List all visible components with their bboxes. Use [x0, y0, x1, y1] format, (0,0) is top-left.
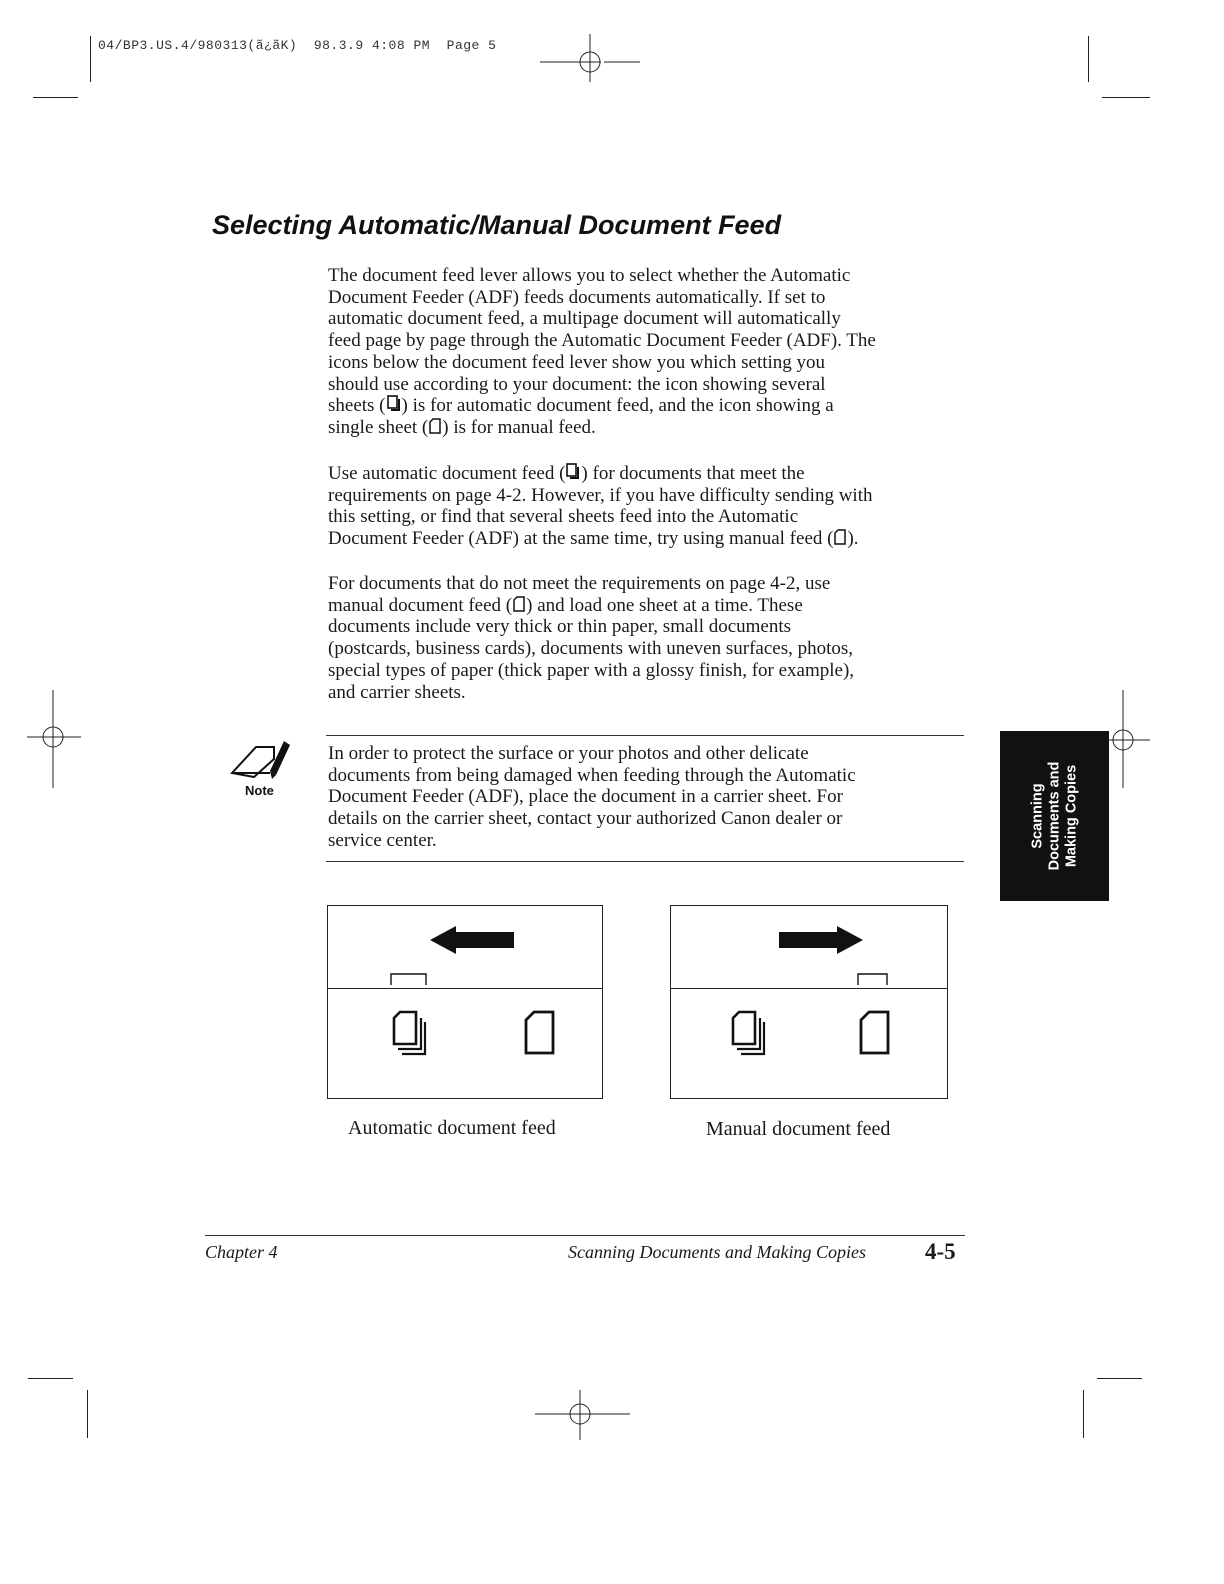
- diagram-divider: [671, 988, 947, 989]
- auto-feed-diagram: [327, 905, 603, 1099]
- note-bottom-rule: [326, 861, 964, 862]
- note-text: [328, 743, 968, 852]
- note-line: Document Feeder (ADF), place the document in a carrier sheet. For: [328, 786, 843, 808]
- registration-mark-icon: [535, 34, 645, 84]
- paragraph-line: (postcards, business cards), documents with uneven surfaces, photos,: [328, 638, 854, 660]
- crop-mark: [28, 1378, 73, 1379]
- paragraph-line: feed page by page through the Automatic Document Feeder (ADF). The: [328, 330, 876, 352]
- single-sheet-icon: [834, 529, 846, 546]
- auto-feed-caption: Automatic document feed: [348, 1117, 556, 1139]
- paragraph-2: [328, 463, 968, 550]
- crop-mark: [1083, 1390, 1084, 1438]
- footer-title: Scanning Documents and Making Copies: [568, 1242, 866, 1262]
- text-fragment: ) and load one sheet at a time. These: [526, 594, 803, 616]
- note-line: details on the carrier sheet, contact your authorized Canon dealer or: [328, 808, 843, 830]
- text-fragment: ) is for automatic document feed, and the icon showing a: [401, 395, 834, 417]
- multi-sheet-icon: [731, 1010, 767, 1060]
- footer-rule: [205, 1235, 965, 1236]
- pencil-note-icon: [226, 733, 296, 783]
- paragraph-3: [328, 573, 968, 703]
- text-fragment: single sheet (: [328, 416, 429, 438]
- chapter-side-tab: [1000, 731, 1109, 901]
- note-top-rule: [326, 735, 964, 736]
- text-fragment: sheets (: [328, 395, 386, 417]
- page-number: 4-5: [925, 1239, 956, 1264]
- paragraph-line: documents include very thick or thin paper, small documents: [328, 616, 792, 638]
- side-tab-line: Scanning: [1029, 783, 1045, 849]
- side-tab-line: Making Copies: [1063, 764, 1079, 868]
- paragraph-line: The document feed lever allows you to select whether the Automatic: [328, 265, 851, 286]
- crop-mark: [1102, 97, 1150, 98]
- note-label: Note: [245, 783, 274, 798]
- section-title: Selecting Automatic/Manual Document Feed: [212, 210, 782, 240]
- paragraph-line: [328, 463, 968, 485]
- paragraph-line: [328, 417, 968, 439]
- paragraph-line: icons below the document feed lever show you which setting you: [328, 351, 826, 373]
- multi-sheet-icon: [392, 1010, 428, 1060]
- diagram-divider: [328, 988, 602, 989]
- text-fragment: ) for documents that meet the: [581, 463, 805, 484]
- arrow-right-icon: [777, 924, 863, 958]
- paragraph-line: [328, 395, 968, 417]
- paragraph-line: and carrier sheets.: [328, 681, 466, 703]
- paragraph-line: should use according to your document: the icon showing several: [328, 373, 826, 395]
- single-sheet-icon: [513, 596, 525, 613]
- paragraph-line: this setting, or find that several sheets feed into the Automatic: [328, 506, 799, 528]
- print-slug: 04/BP3.US.4/980313(ã¿ãK) 98.3.9 4:08 PM Page 5: [98, 38, 497, 53]
- paragraph-line: [328, 595, 968, 617]
- paragraph-1: [328, 265, 968, 439]
- crop-mark: [1097, 1378, 1142, 1379]
- lever-indicator-icon: [857, 972, 899, 986]
- paragraph-line: special types of paper (thick paper with a glossy finish, for example),: [328, 659, 855, 681]
- crop-mark: [90, 36, 91, 82]
- text-fragment: ) is for manual feed.: [442, 416, 596, 438]
- single-sheet-icon: [524, 1010, 556, 1056]
- paragraph-line: Document Feeder (ADF) feeds documents automatically. If set to: [328, 286, 826, 308]
- text-fragment: Document Feeder (ADF) at the same time, try using manual feed (: [328, 528, 834, 550]
- crop-mark: [87, 1390, 88, 1438]
- multi-sheet-icon: [387, 395, 401, 413]
- manual-feed-caption: Manual document feed: [706, 1118, 891, 1140]
- registration-mark-icon: [530, 1390, 640, 1442]
- paragraph-line: [328, 528, 968, 550]
- footer-chapter: Chapter 4: [205, 1242, 278, 1262]
- text-fragment: manual document feed (: [328, 594, 513, 616]
- text-fragment: ).: [847, 528, 859, 550]
- manual-feed-diagram: [670, 905, 948, 1099]
- multi-sheet-icon: [566, 463, 580, 481]
- side-tab-text: [1029, 762, 1080, 871]
- crop-mark: [1088, 36, 1089, 82]
- note-line: In order to protect the surface or your photos and other delicate: [328, 743, 809, 764]
- note-line: service center.: [328, 829, 437, 851]
- paragraph-line: automatic document feed, a multipage document will automatically: [328, 308, 841, 330]
- text-fragment: Use automatic document feed (: [328, 463, 566, 484]
- registration-mark-icon: [25, 690, 85, 790]
- crop-mark: [33, 97, 78, 98]
- paragraph-line: requirements on page 4-2. However, if you have difficulty sending with: [328, 484, 873, 506]
- paragraph-line: For documents that do not meet the requirements on page 4-2, use: [328, 573, 831, 594]
- lever-indicator-icon: [390, 972, 432, 986]
- arrow-left-icon: [430, 924, 516, 958]
- single-sheet-icon: [429, 418, 441, 435]
- single-sheet-icon: [859, 1010, 891, 1056]
- side-tab-line: Documents and: [1046, 761, 1062, 871]
- note-line: documents from being damaged when feeding through the Automatic: [328, 764, 856, 786]
